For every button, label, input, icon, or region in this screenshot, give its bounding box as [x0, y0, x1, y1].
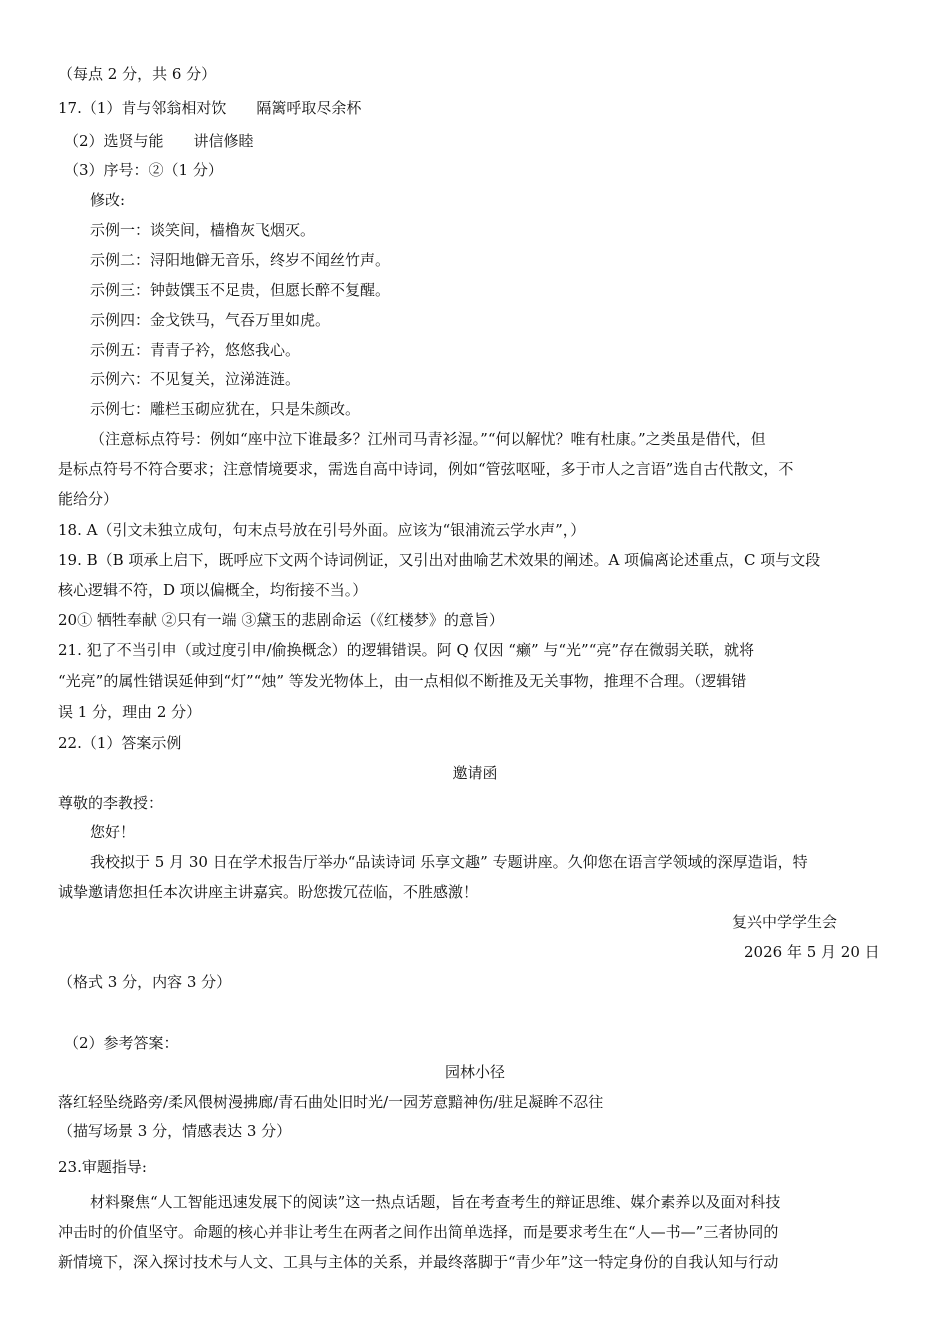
q19-answer-line-1: 19. B（B 项承上启下，既呼应下文两个诗词例证，又引出对曲喻艺术效果的阐述。A 项偏离论述重点，C 项与文段 — [58, 551, 821, 569]
example-1: 示例一：谈笑间，樯橹灰飞烟灭。 — [90, 221, 316, 239]
q19-answer-line-2: 核心逻辑不符，D 项以偏概全，均衔接不当。） — [58, 581, 368, 599]
q20-answer: 20① 牺牲奉献 ②只有一端 ③黛玉的悲剧命运（《红楼梦》的意旨） — [58, 611, 504, 629]
note-line-3: 能给分） — [58, 490, 119, 508]
q22-part2-scoring: （描写场景 3 分，情感表达 3 分） — [58, 1122, 292, 1140]
example-6: 示例六：不见复关，泣涕涟涟。 — [90, 370, 301, 388]
example-2: 示例二：浔阳地僻无音乐，终岁不闻丝竹声。 — [90, 251, 391, 269]
q23-guide-line-3: 新情境下，深入探讨技术与人文、工具与主体的关系，并最终落脚于“青少年”这一特定身份的自我认知与行动 — [58, 1253, 779, 1271]
q22-part1-heading: 22.（1）答案示例 — [58, 734, 182, 752]
letter-greeting: 您好！ — [90, 823, 136, 841]
q21-answer-line-1: 21. 犯了不当引申（或过度引申/偷换概念）的逻辑错误。阿 Q 仅因 “癞” 与“光”“亮”存在微弱关联，就将 — [58, 641, 755, 659]
q23-guide-line-2: 冲击时的价值坚守。命题的核心并非让考生在两者之间作出简单选择，而是要求考生在“人—书—”三者协同的 — [58, 1223, 779, 1241]
revision-heading: 修改: — [90, 191, 126, 209]
letter-body-line-1: 我校拟于 5 月 30 日在学术报告厅举办“品读诗词 乐享文趣” 专题讲座。久仰您在语言学领域的深厚造诣，特 — [90, 853, 808, 871]
poem-text: 落红轻坠绕路旁/柔风偎树漫拂廊/青石曲处旧时光/一园芳意黯神伤/驻足凝眸不忍往 — [58, 1093, 604, 1111]
q23-heading: 23.审题指导: — [58, 1158, 147, 1176]
letter-title: 邀请函 — [452, 764, 498, 782]
example-3: 示例三：钟鼓馔玉不足贵，但愿长醉不复醒。 — [90, 281, 391, 299]
q17-part3-answer: （3）序号：②（1 分） — [64, 161, 223, 179]
q21-answer-line-2: “光亮”的属性错误延伸到“灯”“烛” 等发光物体上，由一点相似不断推及无关事物，推理不合理。（逻辑错 — [58, 672, 747, 690]
note-line-2: 是标点符号不符合要求；注意情境要求，需选自高中诗词，例如“管弦呕哑，多于市人之言语”选自古代散文，不 — [58, 460, 794, 478]
example-4: 示例四：金戈铁马，气吞万里如虎。 — [90, 311, 331, 329]
scoring-note-q16: （每点 2 分，共 6 分） — [58, 65, 217, 83]
example-5: 示例五：青青子衿，悠悠我心。 — [90, 341, 301, 359]
q22-part1-scoring: （格式 3 分，内容 3 分） — [58, 973, 232, 991]
letter-date: 2026 年 5 月 20 日 — [744, 943, 880, 961]
note-line-1: （注意标点符号：例如“座中泣下谁最多？江州司马青衫湿。”“何以解忧？唯有杜康。”之类虽是借代，但 — [90, 430, 766, 448]
poem-title: 园林小径 — [444, 1063, 505, 1081]
q23-guide-line-1: 材料聚焦“人工智能迅速发展下的阅读”这一热点话题，旨在考查考生的辩证思维、媒介素养以及面对科技 — [90, 1193, 781, 1211]
q22-part2-heading: （2）参考答案： — [64, 1034, 179, 1052]
letter-body-line-2: 诚挚邀请您担任本次讲座主讲嘉宾。盼您拨冗莅临，不胜感激！ — [58, 883, 479, 901]
letter-signature: 复兴中学学生会 — [732, 913, 838, 931]
q18-answer: 18. A（引文未独立成句，句末点号放在引号外面。应该为“银浦流云学水声”，） — [58, 521, 586, 539]
example-7: 示例七：雕栏玉砌应犹在，只是朱颜改。 — [90, 400, 361, 418]
q17-part2-answer: （2）选贤与能 讲信修睦 — [64, 132, 254, 150]
letter-salutation: 尊敬的李教授： — [58, 794, 164, 812]
q17-part1-answer: 17.（1）肯与邻翁相对饮 隔篱呼取尽余杯 — [58, 99, 362, 117]
q21-answer-line-3: 误 1 分，理由 2 分） — [58, 703, 202, 721]
